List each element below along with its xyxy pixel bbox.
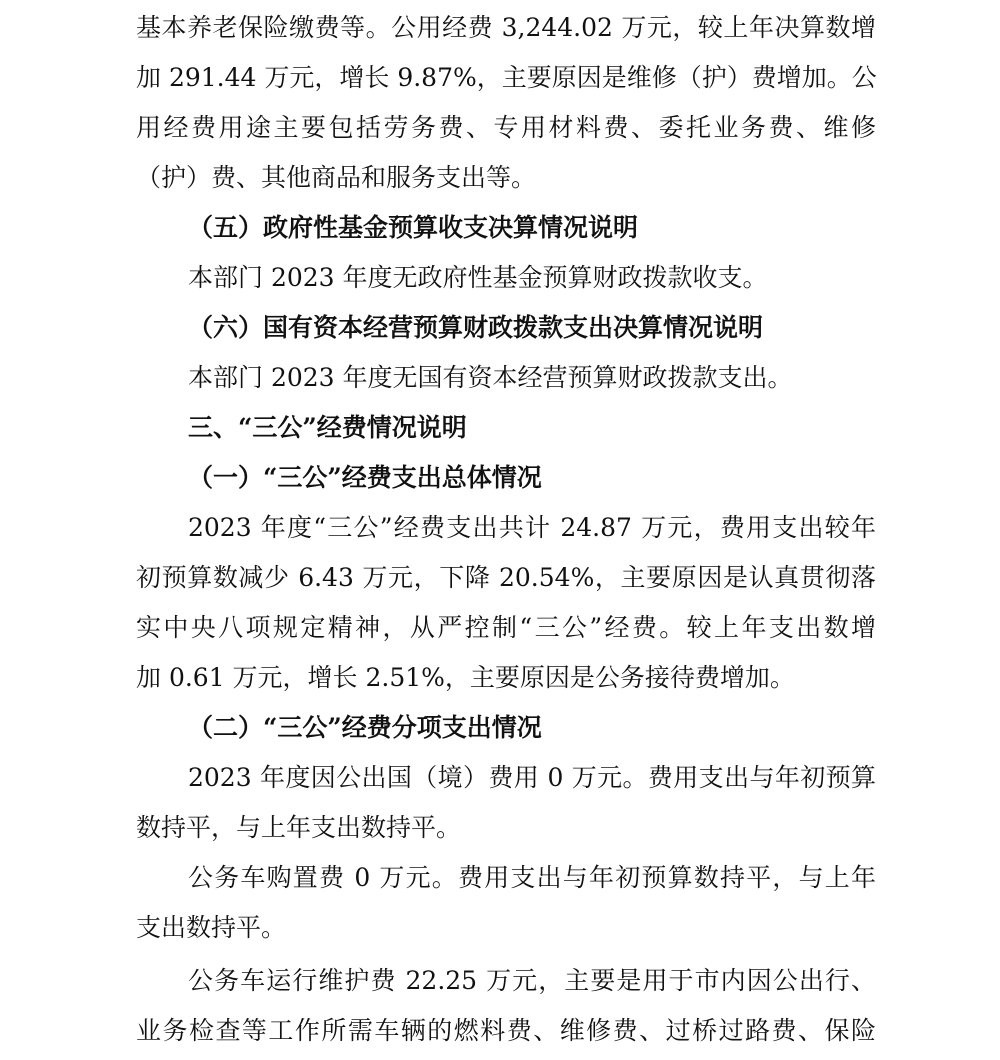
paragraph-line: 加 0.61 万元，增长 2.51%，主要原因是公务接待费增加。 xyxy=(136,663,795,692)
paragraph-line: 2023 年度“三公”经费支出共计 24.87 万元，费用支出较年 xyxy=(188,513,876,542)
paragraph-line: 公务车运行维护费 22.25 万元，主要是用于市内因公出行、 xyxy=(188,966,876,995)
paragraph-line: 业务检查等工作所需车辆的燃料费、维修费、过桥过路费、保险 xyxy=(136,1016,876,1045)
subsection-heading-1: （一）“三公”经费支出总体情况 xyxy=(188,463,542,492)
paragraph-line: 用经费用途主要包括劳务费、专用材料费、委托业务费、维修 xyxy=(136,113,876,142)
paragraph-line: 实中央八项规定精神，从严控制“三公”经费。较上年支出数增 xyxy=(136,613,876,642)
section-heading-6: （六）国有资本经营预算财政拨款支出决算情况说明 xyxy=(188,313,764,342)
paragraph-line: 2023 年度因公出国（境）费用 0 万元。费用支出与年初预算 xyxy=(188,763,876,792)
paragraph-line: 本部门 2023 年度无政府性基金预算财政拨款收支。 xyxy=(188,263,768,292)
paragraph-line: 支出数持平。 xyxy=(136,913,287,942)
paragraph-line: （护）费、其他商品和服务支出等。 xyxy=(136,163,537,192)
paragraph-line: 加 291.44 万元，增长 9.87%，主要原因是维修（护）费增加。公 xyxy=(136,63,877,92)
subsection-heading-2: （二）“三公”经费分项支出情况 xyxy=(188,713,542,742)
chapter-heading-three: 三、“三公”经费情况说明 xyxy=(188,413,467,442)
section-heading-5: （五）政府性基金预算收支决算情况说明 xyxy=(188,213,639,242)
paragraph-line: 数持平，与上年支出数持平。 xyxy=(136,813,462,842)
paragraph-line: 本部门 2023 年度无国有资本经营预算财政拨款支出。 xyxy=(188,363,793,392)
paragraph-line: 公务车购置费 0 万元。费用支出与年初预算数持平，与上年 xyxy=(188,863,876,892)
paragraph-line: 初预算数减少 6.43 万元，下降 20.54%，主要原因是认真贯彻落 xyxy=(136,563,876,592)
paragraph-line: 基本养老保险缴费等。公用经费 3,244.02 万元，较上年决算数增 xyxy=(136,13,876,42)
